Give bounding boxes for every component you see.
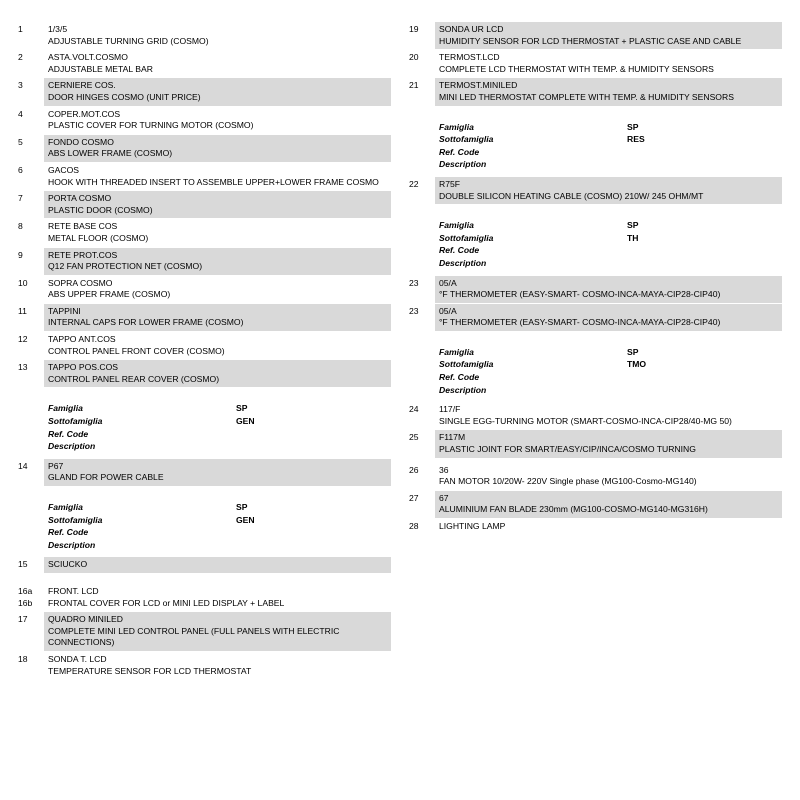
part-number: 16a: [18, 585, 33, 596]
part-body: [44, 459, 391, 486]
family-header-row-ref-code: [48, 526, 391, 539]
part-code: 67: [439, 492, 449, 503]
part-row: [18, 78, 391, 105]
part-body: [435, 304, 782, 331]
part-body: [44, 304, 391, 331]
family-header-row-description: [48, 440, 391, 453]
part-row: [18, 22, 391, 49]
family-header-row-famiglia: [439, 121, 782, 134]
family-header-row-famiglia: [439, 346, 782, 359]
family-header-label-description: Description: [439, 384, 487, 395]
part-row: [18, 248, 391, 275]
family-header-label-ref-code: Ref. Code: [439, 372, 480, 383]
part-number: 3: [18, 80, 23, 91]
family-header-label-ref-code: Ref. Code: [439, 245, 480, 256]
family-header-label-famiglia: Famiglia: [439, 346, 474, 357]
part-row: [18, 612, 391, 651]
part-row: [409, 276, 782, 303]
part-number: 26: [409, 464, 419, 475]
family-header-value-sottofamiglia: GEN: [236, 514, 255, 525]
right-column: [409, 22, 782, 800]
part-body: [435, 430, 782, 457]
part-row: [18, 135, 391, 162]
family-header-row-famiglia: [48, 402, 391, 415]
part-row: [409, 430, 782, 457]
part-row: [409, 402, 782, 429]
part-number: 25: [409, 432, 419, 443]
part-body: [435, 402, 782, 429]
part-row: [18, 459, 391, 486]
part-number: 7: [18, 193, 23, 204]
part-number: 27: [409, 492, 419, 503]
part-body: [44, 652, 391, 679]
part-description: ADJUSTABLE TURNING GRID (COSMO): [48, 35, 209, 46]
family-header-label-description: Description: [48, 539, 96, 550]
family-header-block: [18, 402, 391, 452]
family-header-label-sottofamiglia: Sottofamiglia: [48, 416, 103, 427]
part-number: 19: [409, 24, 419, 34]
part-number: 20: [409, 52, 419, 63]
part-body: [44, 612, 391, 651]
part-row: [409, 22, 782, 49]
spacer: [18, 574, 391, 584]
part-number: 13: [18, 362, 28, 373]
part-row: [18, 276, 391, 303]
part-body: [44, 360, 391, 387]
part-number: 2: [18, 52, 23, 63]
family-header-row-description: [439, 257, 782, 270]
family-header-value-famiglia: SP: [627, 220, 639, 231]
family-header-value-famiglia: SP: [627, 346, 639, 357]
left-column: [18, 22, 391, 800]
part-code: SOPRA COSMO: [48, 277, 113, 288]
part-description: Q12 FAN PROTECTION NET (COSMO): [48, 261, 203, 272]
family-header-row-sottofamiglia: [439, 358, 782, 371]
part-row: [18, 191, 391, 218]
part-description: DOOR HINGES COSMO (UNIT PRICE): [48, 91, 201, 102]
family-header-label-famiglia: Famiglia: [439, 220, 474, 231]
part-description: DOUBLE SILICON HEATING CABLE (COSMO) 210W/ 245 OHM/MT: [439, 190, 704, 201]
family-header-gutter: [409, 219, 435, 269]
part-code: QUADRO MINILED: [48, 614, 123, 625]
part-description: COMPLETE LCD THERMOSTAT WITH TEMP. & HUMIDITY SENSORS: [439, 63, 714, 74]
family-header-value-sottofamiglia: GEN: [236, 416, 255, 427]
part-code: SONDA UR LCD: [439, 24, 504, 34]
part-number: 21: [409, 80, 419, 91]
part-code: 05/A: [439, 277, 457, 288]
part-row: [409, 519, 782, 535]
family-header-gutter: [409, 121, 435, 171]
family-header-body: [44, 402, 391, 452]
family-header-label-description: Description: [439, 159, 487, 170]
family-header-block: [18, 501, 391, 551]
part-code: CERNIERE COS.: [48, 80, 116, 91]
part-number: 9: [18, 249, 23, 260]
part-description: PLASTIC DOOR (COSMO): [48, 204, 153, 215]
family-header-value-sottofamiglia: RES: [627, 134, 645, 145]
part-number: 12: [18, 334, 28, 345]
family-header-label-description: Description: [48, 441, 96, 452]
part-code: TERMOST.LCD: [439, 52, 500, 63]
part-code: 1/3/5: [48, 24, 68, 34]
part-number: 6: [18, 164, 23, 175]
part-body: [44, 163, 391, 190]
part-row: [18, 219, 391, 246]
family-header-row-famiglia: [48, 501, 391, 514]
part-description: ALUMINIUM FAN BLADE 230mm (MG100-COSMO-MG140-MG316H): [439, 504, 708, 515]
part-row: [409, 177, 782, 204]
family-header-label-ref-code: Ref. Code: [439, 146, 480, 157]
part-number: 14: [18, 460, 28, 471]
family-header-block: [409, 219, 782, 269]
family-header-row-sottofamiglia: [439, 232, 782, 245]
part-body: [44, 135, 391, 162]
part-description: INTERNAL CAPS FOR LOWER FRAME (COSMO): [48, 317, 244, 328]
family-header-label-ref-code: Ref. Code: [48, 428, 89, 439]
part-number: 5: [18, 136, 23, 147]
family-header-block: [409, 346, 782, 396]
part-code: TERMOST.MINILED: [439, 80, 518, 91]
part-code: LIGHTING LAMP: [439, 521, 506, 531]
part-body: [44, 219, 391, 246]
part-row: [18, 584, 391, 611]
family-header-row-sottofamiglia: [439, 133, 782, 146]
part-body: [44, 584, 391, 611]
family-header-row-sottofamiglia: [48, 514, 391, 527]
family-header-body: [435, 219, 782, 269]
part-description: HOOK WITH THREADED INSERT TO ASSEMBLE UPPER+LOWER FRAME COSMO: [48, 176, 379, 187]
part-body: [44, 557, 391, 573]
family-header-row-sottofamiglia: [48, 415, 391, 428]
part-code: 36: [439, 464, 449, 475]
part-code: RETE PROT.COS: [48, 249, 118, 260]
part-code: 05/A: [439, 305, 457, 316]
family-header-block: [409, 121, 782, 171]
part-code: ASTA.VOLT.COSMO: [48, 52, 128, 63]
part-row: [409, 463, 782, 490]
family-header-value-famiglia: SP: [627, 121, 639, 132]
family-header-label-famiglia: Famiglia: [48, 403, 83, 414]
part-description: TEMPERATURE SENSOR FOR LCD THERMOSTAT: [48, 665, 252, 676]
part-code: COPER.MOT.COS: [48, 108, 121, 119]
part-row: [18, 557, 391, 573]
part-body: [44, 22, 391, 49]
part-code: PORTA COSMO: [48, 193, 112, 204]
family-header-gutter: [409, 346, 435, 396]
family-header-row-ref-code: [439, 244, 782, 257]
family-header-label-sottofamiglia: Sottofamiglia: [439, 359, 494, 370]
family-header-row-description: [439, 384, 782, 397]
part-body: [435, 22, 782, 49]
family-header-label-ref-code: Ref. Code: [48, 527, 89, 538]
part-body: [44, 107, 391, 134]
family-header-label-sottofamiglia: Sottofamiglia: [48, 514, 103, 525]
part-number-secondary: 16b: [18, 597, 33, 608]
part-row: [18, 652, 391, 679]
family-header-row-famiglia: [439, 219, 782, 232]
part-description: PLASTIC COVER FOR TURNING MOTOR (COSMO): [48, 120, 254, 131]
part-number: 22: [409, 178, 419, 189]
family-header-label-famiglia: Famiglia: [439, 121, 474, 132]
part-number: 18: [18, 653, 28, 664]
part-code: TAPPO POS.COS: [48, 362, 119, 373]
part-description: SINGLE EGG-TURNING MOTOR (SMART-COSMO-INCA-CIP28/40-MG 50): [439, 415, 732, 426]
part-body: [435, 78, 782, 105]
part-row: [18, 107, 391, 134]
part-row: [18, 304, 391, 331]
part-code: TAPPO ANT.COS: [48, 334, 116, 345]
family-header-label-description: Description: [439, 257, 487, 268]
part-code: TAPPINI: [48, 305, 81, 316]
family-header-body: [435, 346, 782, 396]
part-description: °F THERMOMETER (EASY-SMART- COSMO-INCA-MAYA-CIP28-CIP40): [439, 317, 721, 328]
family-header-body: [44, 501, 391, 551]
part-row: [409, 78, 782, 105]
part-description: COMPLETE MINI LED CONTROL PANEL (FULL PANELS WITH ELECTRIC CONNECTIONS): [48, 625, 340, 648]
family-header-label-sottofamiglia: Sottofamiglia: [439, 232, 494, 243]
part-body: [435, 177, 782, 204]
part-body: [435, 463, 782, 490]
part-row: [18, 163, 391, 190]
family-header-value-famiglia: SP: [236, 502, 248, 512]
family-header-label-sottofamiglia: Sottofamiglia: [439, 134, 494, 145]
part-row: [409, 50, 782, 77]
part-code: GACOS: [48, 164, 80, 175]
part-body: [44, 78, 391, 105]
part-code: P67: [48, 460, 64, 471]
part-description: CONTROL PANEL REAR COVER (COSMO): [48, 373, 220, 384]
part-number: 15: [18, 559, 28, 570]
part-number: 24: [409, 404, 419, 415]
family-header-gutter: [18, 402, 44, 452]
part-description: METAL FLOOR (COSMO): [48, 232, 149, 243]
family-header-body: [435, 121, 782, 171]
part-code: SONDA T. LCD: [48, 653, 107, 664]
part-row: [18, 360, 391, 387]
part-row: [18, 332, 391, 359]
part-code: R75F: [439, 178, 461, 189]
part-code: RETE BASE COS: [48, 221, 118, 232]
family-header-row-ref-code: [439, 371, 782, 384]
family-header-value-sottofamiglia: TMO: [627, 359, 647, 370]
part-number: 17: [18, 614, 28, 625]
part-body: [435, 276, 782, 303]
part-body: [44, 276, 391, 303]
part-code: FRONT. LCD: [48, 585, 99, 596]
part-description: PLASTIC JOINT FOR SMART/EASY/CIP/INCA/COSMO TURNING: [439, 444, 696, 455]
part-description: ABS UPPER FRAME (COSMO): [48, 289, 171, 300]
part-description: ABS LOWER FRAME (COSMO): [48, 148, 173, 159]
part-row: [409, 304, 782, 331]
part-number: 1: [18, 24, 23, 34]
part-number: 23: [409, 277, 419, 288]
family-header-label-famiglia: Famiglia: [48, 502, 83, 512]
part-body: [435, 50, 782, 77]
part-number: 8: [18, 221, 23, 232]
part-description: CONTROL PANEL FRONT COVER (COSMO): [48, 345, 225, 356]
part-body: [44, 248, 391, 275]
family-header-value-sottofamiglia: TH: [627, 232, 639, 243]
part-body: [44, 332, 391, 359]
part-number: 23: [409, 305, 419, 316]
family-header-row-ref-code: [439, 146, 782, 159]
part-code: SCIUCKO: [48, 559, 88, 570]
part-body: [435, 491, 782, 518]
part-code: F117M: [439, 432, 466, 443]
part-body: [44, 191, 391, 218]
part-description: HUMIDITY SENSOR FOR LCD THERMOSTAT + PLASTIC CASE AND CABLE: [439, 35, 742, 46]
part-row: [409, 491, 782, 518]
part-description: GLAND FOR POWER CABLE: [48, 472, 164, 483]
part-row: [18, 50, 391, 77]
part-number: 10: [18, 277, 28, 288]
part-code: FONDO COSMO: [48, 136, 114, 147]
part-description: FAN MOTOR 10/20W- 220V Single phase (MG100-Cosmo-MG140): [439, 476, 697, 487]
part-body: [44, 50, 391, 77]
part-code: 117/F: [439, 404, 461, 415]
part-number: 11: [18, 305, 27, 316]
part-description: °F THERMOMETER (EASY-SMART- COSMO-INCA-MAYA-CIP28-CIP40): [439, 289, 721, 300]
part-number: 28: [409, 521, 419, 531]
part-description: MINI LED THERMOSTAT COMPLETE WITH TEMP. & HUMIDITY SENSORS: [439, 91, 734, 102]
part-description: FRONTAL COVER FOR LCD or MINI LED DISPLAY + LABEL: [48, 597, 285, 608]
family-header-row-description: [439, 158, 782, 171]
family-header-row-ref-code: [48, 428, 391, 441]
part-number: 4: [18, 108, 23, 119]
family-header-gutter: [18, 501, 44, 551]
part-body: [435, 519, 782, 535]
family-header-row-description: [48, 539, 391, 552]
family-header-value-famiglia: SP: [236, 403, 248, 414]
part-description: ADJUSTABLE METAL BAR: [48, 63, 153, 74]
part-number-pair: [18, 584, 44, 609]
